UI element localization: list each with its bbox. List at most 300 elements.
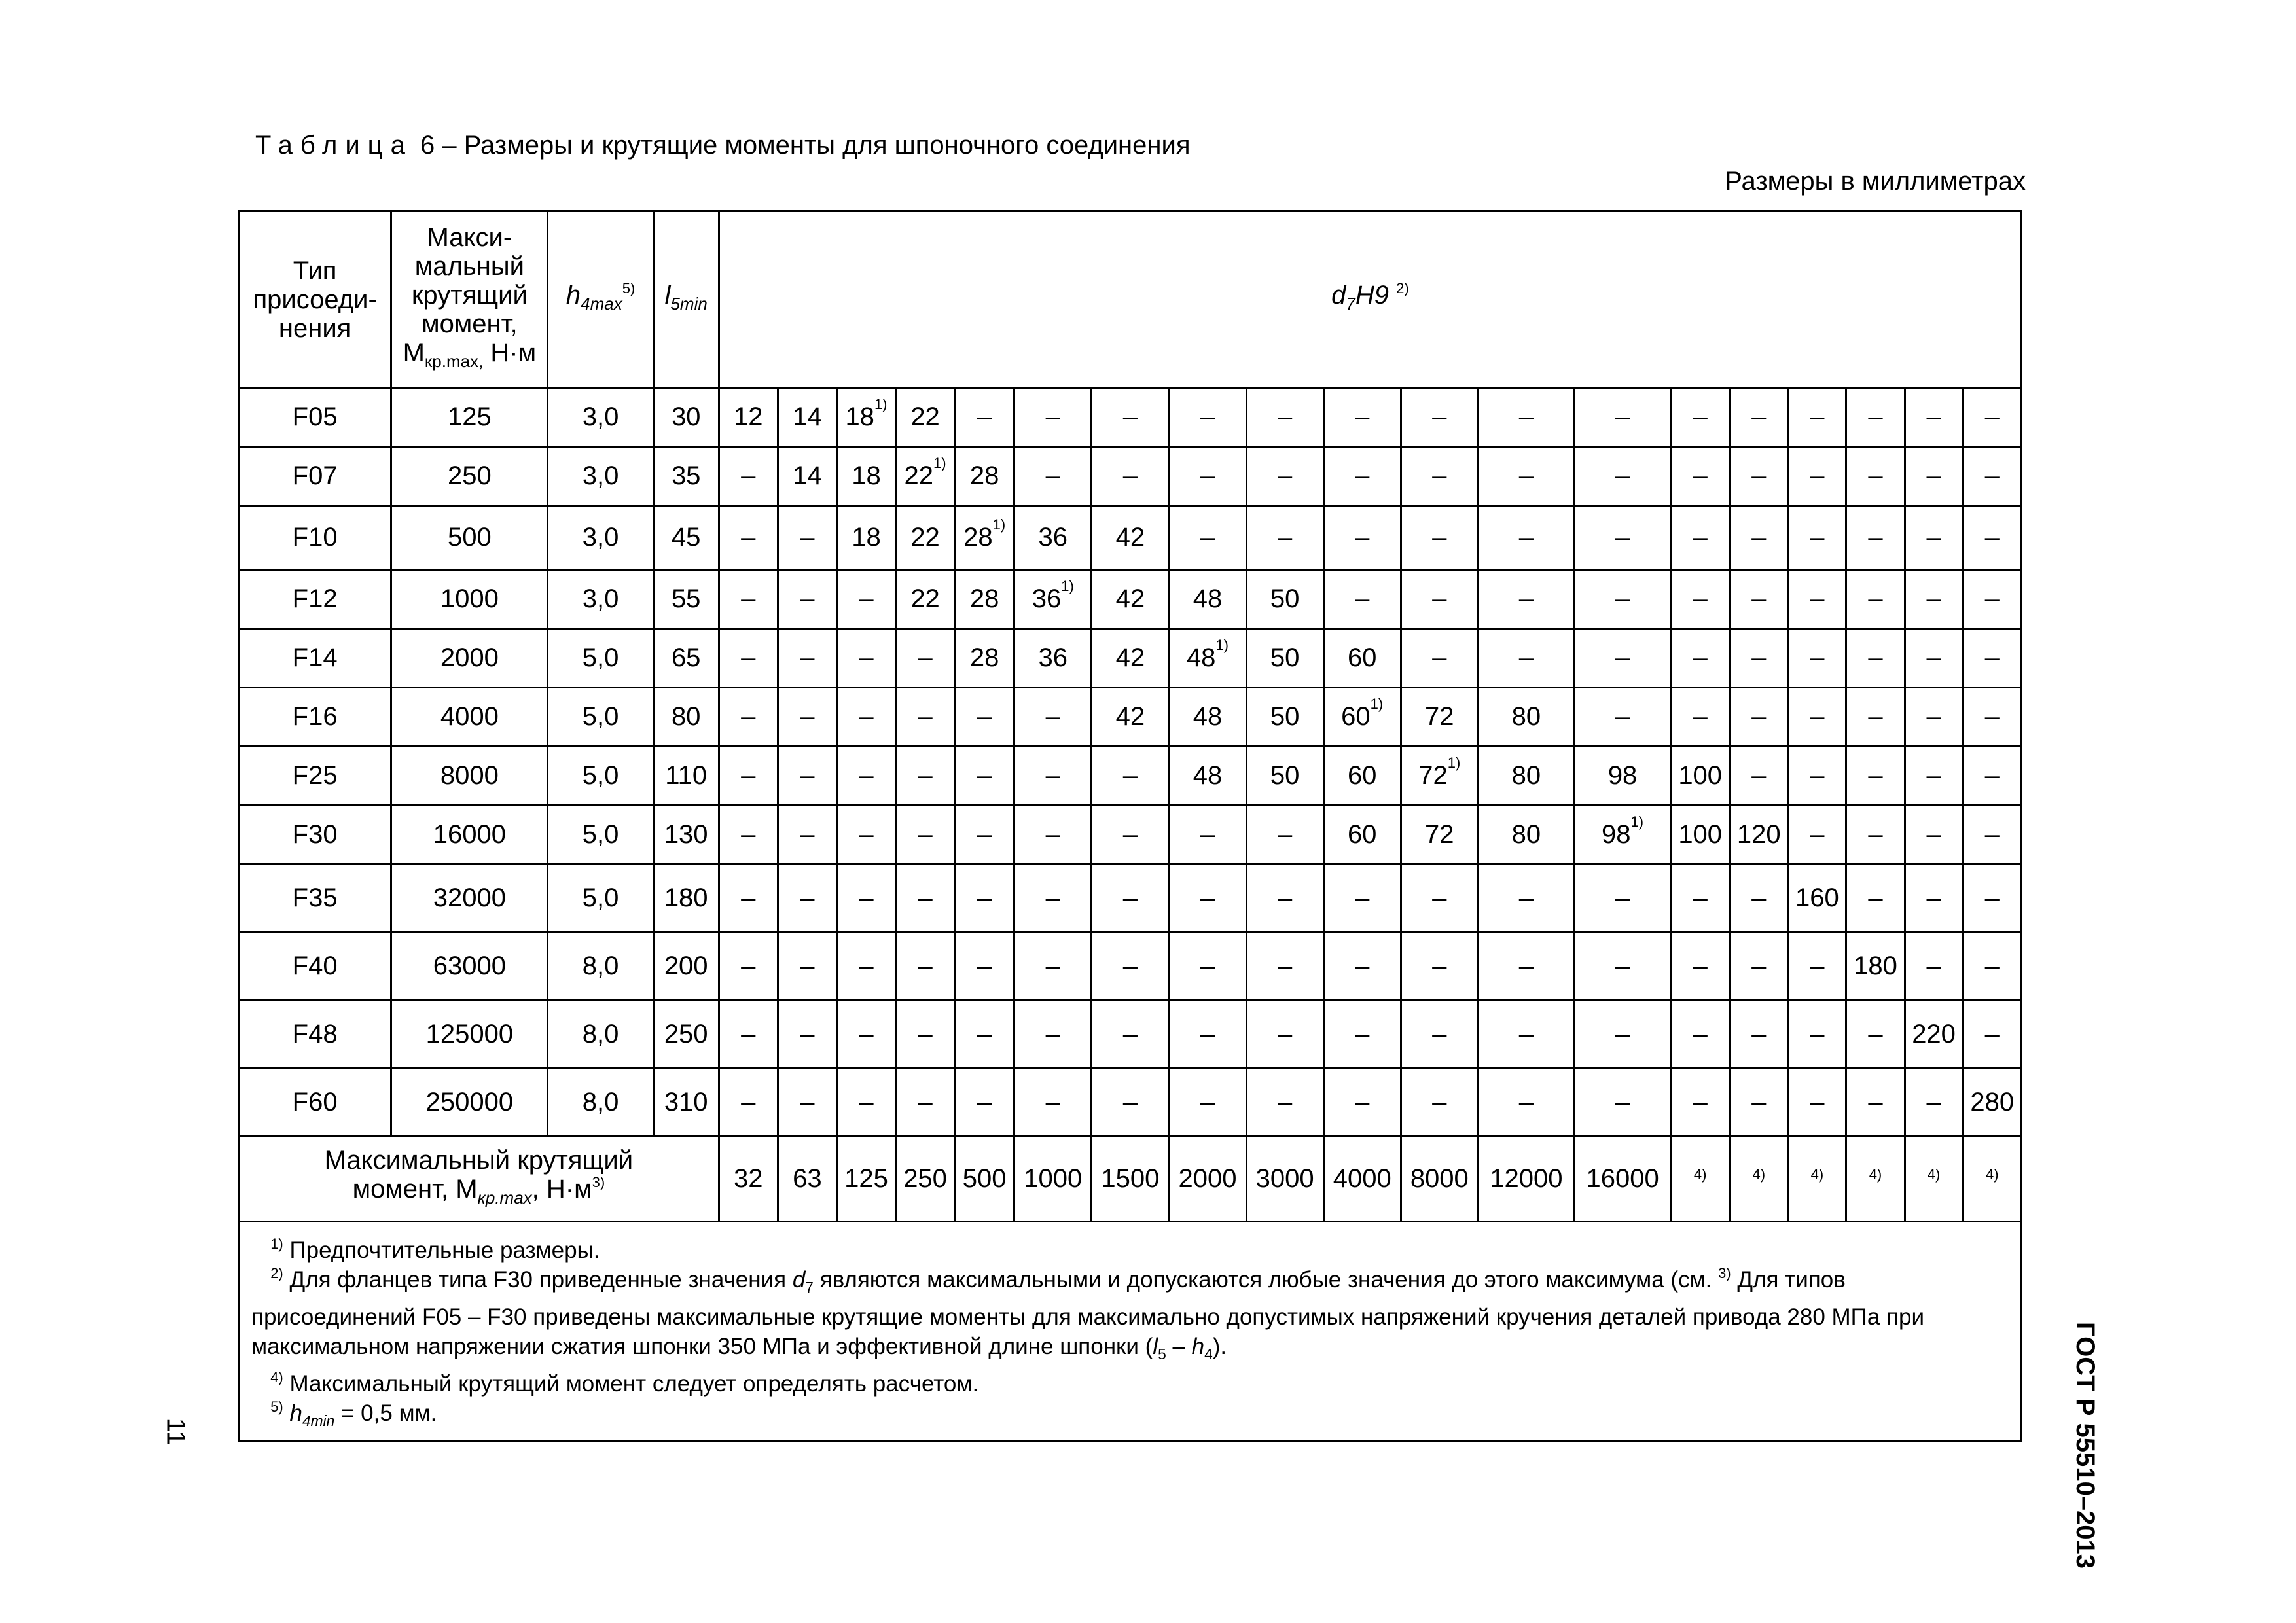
max-torque-value: 12000	[1478, 1137, 1574, 1222]
cell-d7	[1905, 447, 1963, 506]
cell-type: F14	[239, 629, 391, 688]
cell-l5min: 250	[653, 1001, 719, 1069]
cell-d7-value: –	[1432, 523, 1447, 552]
preferred-mark: 1)	[992, 516, 1006, 533]
cell-d7	[1246, 388, 1323, 447]
cell-d7	[896, 388, 955, 447]
cell-torque: 125	[391, 388, 548, 447]
cell-d7-value: 50	[1270, 584, 1300, 613]
cell-d7-value: 36	[1038, 643, 1067, 672]
cell-d7-value: –	[1926, 461, 1941, 490]
cell-d7-value: –	[1868, 820, 1883, 849]
cell-d7-value: –	[1984, 461, 2000, 490]
cell-h4max: 8,0	[548, 1069, 653, 1137]
cell-d7-value: 22	[910, 402, 940, 431]
cell-d7	[1092, 570, 1169, 629]
cell-d7-value: –	[1045, 1020, 1060, 1048]
cell-d7	[1014, 933, 1092, 1001]
cell-d7	[1846, 688, 1905, 747]
cell-d7	[1788, 933, 1846, 1001]
cell-d7-value: –	[1693, 1020, 1708, 1048]
cell-d7	[836, 629, 895, 688]
cell-d7	[1730, 747, 1788, 806]
cell-d7-value: 18	[852, 461, 881, 490]
cell-d7-value: –	[1926, 523, 1941, 552]
max-torque-value: 4)	[1788, 1137, 1846, 1222]
cell-d7	[1478, 1001, 1574, 1069]
preferred-mark: 1)	[1370, 696, 1384, 712]
cell-d7	[1846, 806, 1905, 865]
cell-l5min: 65	[653, 629, 719, 688]
cell-d7-value: –	[859, 820, 874, 849]
header-torque: Макси-мальный крутящий момент, $M_{кр.max,}$ Н·м	[391, 211, 548, 388]
cell-d7	[1169, 629, 1246, 688]
table-row	[239, 933, 2022, 1001]
cell-d7-value: –	[741, 1088, 756, 1116]
cell-d7	[1963, 688, 2021, 747]
cell-d7-value: 72	[1425, 820, 1454, 849]
cell-d7	[719, 747, 778, 806]
cell-d7	[1575, 506, 1671, 570]
cell-d7	[896, 933, 955, 1001]
cell-h4max: 3,0	[548, 388, 653, 447]
cell-h4max: 8,0	[548, 1001, 653, 1069]
cell-d7-value: –	[1810, 461, 1825, 490]
cell-d7-value: –	[1926, 1088, 1941, 1116]
cell-type: F05	[239, 388, 391, 447]
cell-d7-value: –	[1926, 761, 1941, 790]
cell-d7	[1014, 1069, 1092, 1137]
cell-d7-value: –	[1693, 643, 1708, 672]
table-row	[239, 865, 2022, 933]
cell-d7-value: –	[800, 952, 815, 980]
cell-d7-value: –	[741, 820, 756, 849]
cell-torque: 1000	[391, 570, 548, 629]
cell-d7-value: 18	[852, 523, 881, 552]
cell-d7-value: –	[1122, 402, 1138, 431]
cell-d7-value: –	[1751, 523, 1767, 552]
cell-d7	[1323, 447, 1401, 506]
cell-d7-value: –	[1518, 584, 1534, 613]
cell-d7-value: –	[1277, 952, 1293, 980]
cell-d7	[1846, 570, 1905, 629]
cell-d7-value: –	[1355, 883, 1370, 912]
caption-text: – Размеры и крутящие моменты для шпоночного соединения	[442, 131, 1191, 160]
cell-d7	[896, 865, 955, 933]
cell-d7	[778, 570, 836, 629]
cell-d7-value: –	[741, 702, 756, 731]
cell-d7	[1323, 865, 1401, 933]
page-number: 11	[161, 1418, 190, 1446]
max-torque-value: 500	[955, 1137, 1014, 1222]
cell-torque: 2000	[391, 629, 548, 688]
cell-d7-value: –	[1615, 883, 1630, 912]
cell-type: F35	[239, 865, 391, 933]
cell-d7-value: –	[1926, 402, 1941, 431]
cell-d7-value: –	[859, 761, 874, 790]
cell-d7	[1169, 506, 1246, 570]
cell-d7-value: 42	[1115, 584, 1145, 613]
cell-d7	[1246, 506, 1323, 570]
cell-d7-value: –	[1868, 643, 1883, 672]
units-note: Размеры в миллиметрах	[1725, 167, 2026, 196]
cell-d7-value: –	[1355, 952, 1370, 980]
cell-d7-value: –	[1615, 523, 1630, 552]
cell-d7	[719, 570, 778, 629]
max-torque-value: 3000	[1246, 1137, 1323, 1222]
cell-d7-value: –	[918, 1088, 933, 1116]
cell-d7-value: –	[1432, 584, 1447, 613]
cell-d7-value: –	[1693, 523, 1708, 552]
cell-type: F60	[239, 1069, 391, 1137]
cell-type: F25	[239, 747, 391, 806]
cell-d7	[1323, 1001, 1401, 1069]
cell-d7	[1788, 388, 1846, 447]
cell-d7	[1730, 1001, 1788, 1069]
cell-d7	[1478, 806, 1574, 865]
header-l5min: $l_{5min}$	[653, 211, 719, 388]
cell-d7	[1092, 688, 1169, 747]
cell-d7-value: –	[1810, 702, 1825, 731]
header-type: Тип присоеди-нения	[239, 211, 391, 388]
cell-d7	[1730, 688, 1788, 747]
cell-d7	[1963, 865, 2021, 933]
cell-type: F07	[239, 447, 391, 506]
cell-d7	[1730, 629, 1788, 688]
cell-d7-value: –	[741, 883, 756, 912]
cell-d7-value: –	[1693, 702, 1708, 731]
cell-d7-value: –	[1810, 402, 1825, 431]
cell-d7-value: –	[1615, 1020, 1630, 1048]
cell-d7	[1401, 747, 1478, 806]
cell-d7-value: –	[1355, 1020, 1370, 1048]
cell-d7-value: –	[1200, 883, 1215, 912]
cell-d7-value: –	[800, 1088, 815, 1116]
cell-d7-value: –	[741, 584, 756, 613]
cell-d7-value: –	[1045, 883, 1060, 912]
cell-d7	[778, 865, 836, 933]
cell-d7-value: 48	[1186, 643, 1216, 672]
cell-d7-value: –	[1693, 952, 1708, 980]
cell-d7-value: 48	[1193, 584, 1223, 613]
cell-d7-value: –	[800, 761, 815, 790]
cell-h4max: 5,0	[548, 747, 653, 806]
cell-d7-value: 60	[1341, 702, 1371, 731]
cell-d7-value: –	[1045, 820, 1060, 849]
cell-d7-value: –	[977, 883, 992, 912]
cell-d7-value: –	[1355, 1088, 1370, 1116]
cell-d7-value: 36	[1031, 584, 1062, 613]
max-torque-value: 125	[836, 1137, 895, 1222]
cell-h4max: 5,0	[548, 806, 653, 865]
cell-d7-value: –	[1693, 1088, 1708, 1116]
cell-d7	[955, 806, 1014, 865]
cell-d7	[836, 688, 895, 747]
cell-d7	[1246, 688, 1323, 747]
footnote-5: $^{5)}$ $h_{4min} = 0,5$ мм.	[270, 1399, 437, 1429]
cell-d7-value: –	[1518, 883, 1534, 912]
cell-d7-value: –	[918, 883, 933, 912]
cell-d7-value: –	[1355, 461, 1370, 490]
cell-d7	[1575, 447, 1671, 506]
caption-prefix: Таблица	[255, 131, 413, 160]
cell-d7-value: 28	[969, 584, 999, 613]
cell-d7	[1846, 388, 1905, 447]
cell-d7	[1905, 688, 1963, 747]
footnotes-row	[239, 1222, 2022, 1441]
cell-d7	[1905, 806, 1963, 865]
cell-d7-value: 80	[1511, 820, 1541, 849]
cell-d7	[1169, 1069, 1246, 1137]
cell-d7	[1905, 865, 1963, 933]
cell-d7	[1401, 688, 1478, 747]
cell-l5min: 30	[653, 388, 719, 447]
cell-d7	[1478, 447, 1574, 506]
cell-d7	[1092, 865, 1169, 933]
cell-l5min: 110	[653, 747, 719, 806]
cell-d7	[1323, 506, 1401, 570]
cell-d7	[1575, 1001, 1671, 1069]
cell-d7	[1246, 447, 1323, 506]
cell-d7	[1478, 933, 1574, 1001]
cell-d7-value: –	[1984, 952, 2000, 980]
cell-d7	[1788, 506, 1846, 570]
cell-d7-value: –	[1926, 584, 1941, 613]
cell-d7	[1246, 806, 1323, 865]
cell-d7	[1575, 388, 1671, 447]
cell-d7-value: 28	[969, 461, 999, 490]
cell-d7-value: 42	[1115, 702, 1145, 731]
cell-type: F48	[239, 1001, 391, 1069]
cell-d7	[778, 688, 836, 747]
cell-d7	[1963, 1069, 2021, 1137]
cell-d7	[1905, 1001, 1963, 1069]
cell-d7	[778, 388, 836, 447]
cell-d7	[1671, 1069, 1730, 1137]
cell-d7-value: –	[1277, 1020, 1293, 1048]
cell-d7	[1401, 1069, 1478, 1137]
cell-d7-value: –	[1045, 402, 1060, 431]
cell-d7	[1963, 806, 2021, 865]
cell-d7-value: –	[1200, 523, 1215, 552]
cell-d7	[1671, 388, 1730, 447]
max-torque-value: 4)	[1671, 1137, 1730, 1222]
max-torque-value: 4)	[1963, 1137, 2021, 1222]
cell-d7-value: 100	[1678, 761, 1723, 790]
cell-d7	[1323, 388, 1401, 447]
cell-d7-value: –	[1277, 523, 1293, 552]
footnote-1: $^{1)}$ Предпочтительные размеры.	[270, 1236, 600, 1263]
cell-d7-value: –	[1432, 883, 1447, 912]
cell-d7	[1575, 688, 1671, 747]
cell-d7-value: 220	[1912, 1020, 1956, 1048]
cell-d7	[778, 933, 836, 1001]
cell-d7-value: –	[1518, 523, 1534, 552]
cell-d7	[836, 806, 895, 865]
cell-d7	[1401, 1001, 1478, 1069]
cell-d7-value: –	[741, 461, 756, 490]
cell-d7	[1169, 933, 1246, 1001]
cell-d7-value: 50	[1270, 643, 1300, 672]
table-row	[239, 806, 2022, 865]
header-row	[239, 211, 2022, 388]
cell-d7-value: –	[1868, 1020, 1883, 1048]
cell-d7-value: –	[1277, 402, 1293, 431]
cell-d7-value: –	[1122, 1020, 1138, 1048]
cell-d7	[1092, 1001, 1169, 1069]
cell-h4max: 5,0	[548, 865, 653, 933]
cell-d7-value: 22	[910, 584, 940, 613]
cell-d7-value: 98	[1607, 761, 1638, 790]
cell-d7	[1478, 688, 1574, 747]
max-torque-value: 4)	[1846, 1137, 1905, 1222]
cell-d7	[1730, 1069, 1788, 1137]
cell-d7-value: 80	[1511, 702, 1541, 731]
max-torque-value: 1000	[1014, 1137, 1092, 1222]
max-torque-value: 4)	[1730, 1137, 1788, 1222]
cell-d7	[896, 1069, 955, 1137]
cell-d7-value: –	[800, 643, 815, 672]
cell-d7	[1478, 865, 1574, 933]
cell-d7-value: –	[1984, 883, 2000, 912]
cell-d7-value: –	[1432, 952, 1447, 980]
cell-d7-value: –	[741, 952, 756, 980]
table-row	[239, 388, 2022, 447]
cell-d7-value: –	[1868, 461, 1883, 490]
cell-d7	[1846, 506, 1905, 570]
cell-d7-value: –	[741, 523, 756, 552]
cell-d7	[1846, 1069, 1905, 1137]
cell-l5min: 55	[653, 570, 719, 629]
cell-d7-value: –	[1518, 402, 1534, 431]
cell-d7	[1014, 570, 1092, 629]
cell-d7	[836, 747, 895, 806]
cell-d7	[1788, 447, 1846, 506]
cell-d7	[896, 570, 955, 629]
table-row	[239, 688, 2022, 747]
cell-type: F40	[239, 933, 391, 1001]
cell-d7-value: –	[1926, 820, 1941, 849]
cell-d7	[1671, 688, 1730, 747]
cell-h4max: 3,0	[548, 506, 653, 570]
cell-d7-value: –	[1200, 952, 1215, 980]
cell-d7	[896, 688, 955, 747]
cell-d7	[1169, 806, 1246, 865]
cell-h4max: 5,0	[548, 688, 653, 747]
cell-d7	[1014, 806, 1092, 865]
cell-d7	[1671, 747, 1730, 806]
cell-d7-value: –	[1045, 461, 1060, 490]
table-row	[239, 506, 2022, 570]
cell-d7	[1014, 447, 1092, 506]
cell-d7-value: –	[1045, 761, 1060, 790]
cell-d7	[1671, 506, 1730, 570]
cell-torque: 500	[391, 506, 548, 570]
cell-d7	[836, 447, 895, 506]
cell-d7-value: 180	[1854, 952, 1897, 980]
cell-d7-value: –	[977, 761, 992, 790]
cell-d7	[1671, 447, 1730, 506]
cell-l5min: 35	[653, 447, 719, 506]
cell-d7	[1788, 629, 1846, 688]
preferred-mark: 1)	[1061, 578, 1074, 594]
cell-d7	[1169, 388, 1246, 447]
cell-d7-value: –	[918, 643, 933, 672]
max-torque-value: 16000	[1575, 1137, 1671, 1222]
cell-d7-value: –	[1518, 461, 1534, 490]
cell-d7	[719, 1001, 778, 1069]
table-row	[239, 1069, 2022, 1137]
cell-type: F30	[239, 806, 391, 865]
cell-d7-value: –	[1984, 402, 2000, 431]
cell-torque: 63000	[391, 933, 548, 1001]
cell-d7	[1014, 865, 1092, 933]
cell-d7	[1401, 388, 1478, 447]
cell-d7	[1905, 629, 1963, 688]
cell-torque: 4000	[391, 688, 548, 747]
cell-d7-value: –	[1432, 402, 1447, 431]
cell-d7-value: 280	[1970, 1088, 2015, 1116]
cell-d7-value: 18	[845, 402, 874, 431]
cell-d7-value: –	[1045, 1088, 1060, 1116]
cell-d7-value: –	[1751, 761, 1767, 790]
cell-d7-value: 14	[793, 461, 822, 490]
cell-torque: 16000	[391, 806, 548, 865]
cell-l5min: 130	[653, 806, 719, 865]
cell-d7	[1671, 865, 1730, 933]
cell-d7-value: –	[859, 584, 874, 613]
cell-d7	[1478, 388, 1574, 447]
cell-d7-value: 36	[1038, 523, 1067, 552]
cell-d7	[1905, 506, 1963, 570]
cell-d7-value: –	[1615, 461, 1630, 490]
cell-l5min: 200	[653, 933, 719, 1001]
cell-d7	[778, 629, 836, 688]
cell-torque: 250	[391, 447, 548, 506]
cell-d7	[955, 1069, 1014, 1137]
cell-d7	[1401, 865, 1478, 933]
cell-d7-value: –	[1868, 761, 1883, 790]
max-torque-value: 8000	[1401, 1137, 1478, 1222]
footnote-2: $^{2)}$ Для фланцев типа F30 приведенные значения $d_7$ являются максимальными и допускаются любые значения до этого максимума (см. $^{3)}$ Для типов присоединений F05 – F30 приведены максимальные крутящие моменты для максимально допустимых напряжений кручения деталей привода 280 МПа при максимальном напряжении сжатия шпонки 350 МПа и эффективной длине шпонки $(l_5 - h_4)$.	[251, 1265, 1924, 1363]
cell-d7-value: –	[1984, 584, 2000, 613]
cell-type: F16	[239, 688, 391, 747]
cell-d7-value: 22	[904, 461, 934, 490]
cell-d7-value: –	[1810, 523, 1825, 552]
cell-d7	[1246, 747, 1323, 806]
cell-d7	[896, 1001, 955, 1069]
cell-d7	[1671, 629, 1730, 688]
cell-d7	[1846, 629, 1905, 688]
footnote-4: $^{4)}$ Максимальный крутящий момент следует определять расчетом.	[270, 1369, 979, 1397]
cell-l5min: 310	[653, 1069, 719, 1137]
cell-d7-value: –	[800, 820, 815, 849]
cell-d7	[1671, 570, 1730, 629]
cell-d7	[719, 933, 778, 1001]
cell-d7	[1092, 388, 1169, 447]
cell-d7	[1401, 629, 1478, 688]
cell-d7	[1092, 747, 1169, 806]
cell-d7-value: –	[977, 1088, 992, 1116]
cell-d7-value: 28	[969, 643, 999, 672]
cell-d7-value: –	[1615, 402, 1630, 431]
max-torque-row	[239, 1137, 2022, 1222]
header-h4max: $h_{4max}^{5)}$	[548, 211, 653, 388]
cell-d7-value: –	[1751, 1088, 1767, 1116]
cell-d7	[1963, 506, 2021, 570]
preferred-mark: 1)	[1215, 637, 1229, 653]
table-caption	[255, 131, 1191, 160]
